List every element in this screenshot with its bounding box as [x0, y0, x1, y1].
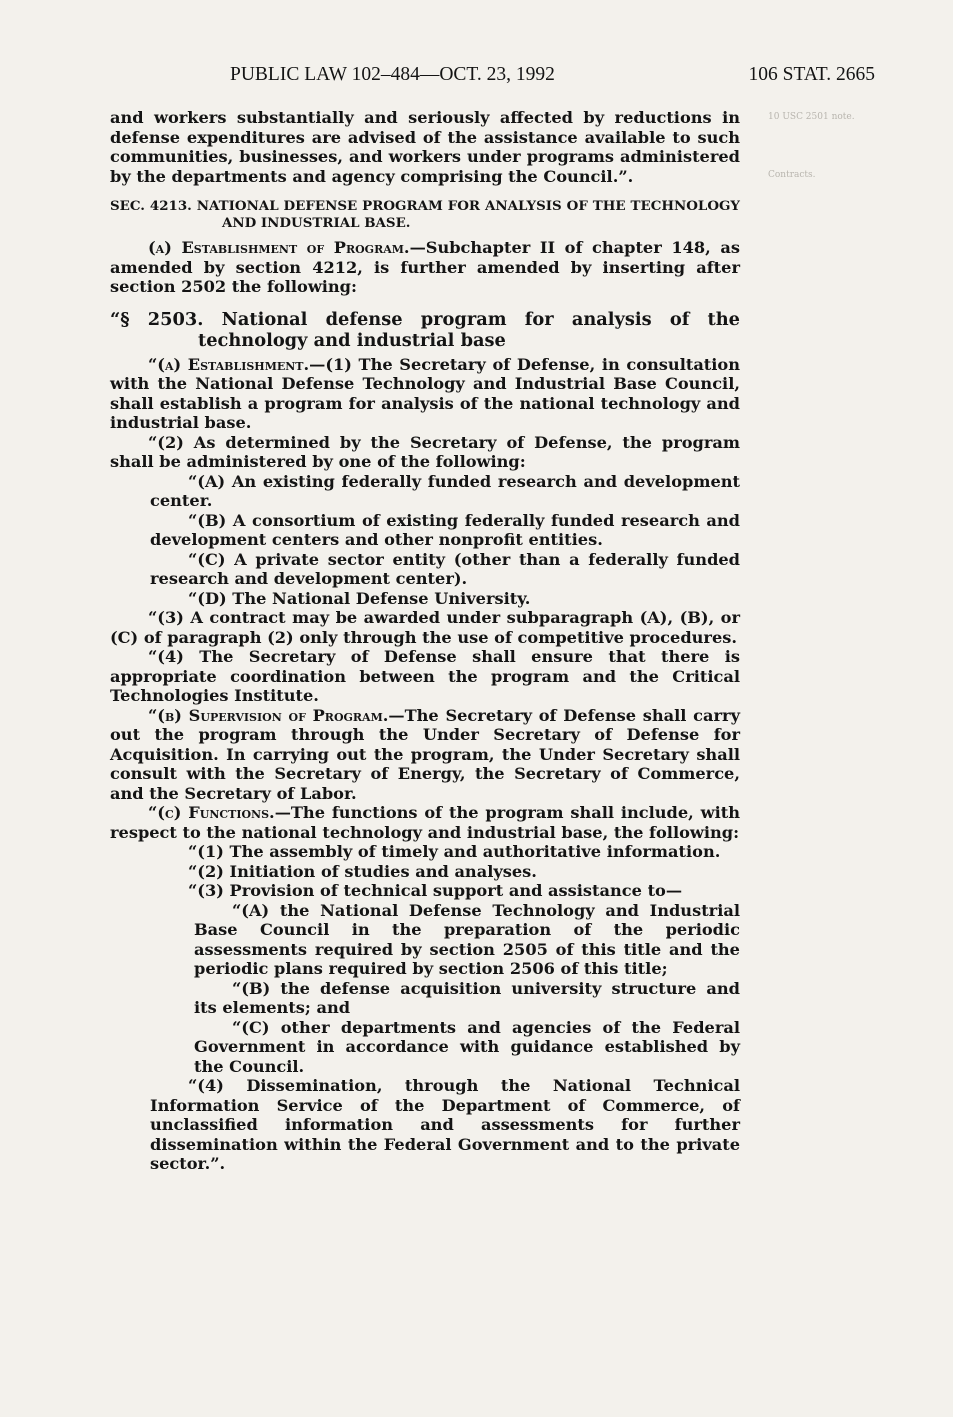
paragraph: “(C) A private sector entity (other than a federally funded research and development center). [150, 549, 740, 588]
paragraph: “(4) Dissemination, through the National Technical Information Service of the Department of Commerce, of unclassified information and assessments for further dissemination within the Federal Government and to the private sector.”. [150, 1076, 740, 1173]
paragraph: “(D) The National Defense University. [188, 588, 531, 608]
paragraph: “(2) Initiation of studies and analyses. [188, 861, 537, 881]
page-header [110, 64, 875, 88]
running-head: PUBLIC LAW 102–484—OCT. 23, 1992 [230, 64, 555, 85]
paragraph [110, 355, 740, 433]
paragraph: and workers substantially and seriously affected by reductions in defense expenditures are advised of the assistance available to such communities, businesses, and workers under programs administered by the departments and agency comprising the Council.”. [110, 108, 740, 186]
paragraph-text: —The functions of the program shall include, with respect to the national technology and industrial base, the following: [110, 803, 740, 842]
margin-notes [768, 110, 888, 226]
paragraph: “(C) other departments and agencies of the Federal Government in accordance with guidance established by the Council. [194, 1017, 740, 1076]
paragraph-caption: “(c) Functions. [148, 803, 275, 822]
paragraph: “(A) An existing federally funded research and development center. [150, 471, 740, 510]
paragraph-text: —The Secretary of Defense shall carry out the program through the Under Secretary of Defense for Acquisition. In carrying out the program, the Under Secretary shall consult with the Secretary of Energy, the Secretary of Commerce, and the Secretary of Labor. [110, 705, 740, 803]
margin-note: Contracts. [768, 170, 816, 180]
paragraph: “(3) A contract may be awarded under subparagraph (A), (B), or (C) of paragraph (2) only through the use of competitive procedures. [110, 608, 740, 647]
paragraph [110, 238, 740, 297]
section-heading: SEC. 4213. NATIONAL DEFENSE PROGRAM FOR ANALYSIS OF THE TECHNOLOGY AND INDUSTRIAL BASE. [110, 198, 740, 231]
paragraph: “(2) As determined by the Secretary of Defense, the program shall be administered by one of the following: [110, 432, 740, 471]
paragraph: “(3) Provision of technical support and assistance to— [188, 881, 683, 900]
paragraph-caption: (a) Establishment of Program. [148, 238, 410, 257]
paragraph: “(B) A consortium of existing federally funded research and development centers and other nonprofit entities. [150, 510, 740, 549]
paragraph [110, 803, 740, 842]
statute-page-number: 106 STAT. 2665 [748, 64, 875, 85]
paragraph-text: —(1) The Secretary of Defense, in consultation with the National Defense Technology and Industrial Base Council, shall establish a program for analysis of the national technology and industrial base. [110, 354, 740, 432]
paragraph: “(4) The Secretary of Defense shall ensure that there is appropriate coordination between the program and the Critical Technologies Institute. [110, 647, 740, 705]
paragraph-caption: “(a) Establishment. [148, 354, 310, 374]
paragraph-caption: “(b) Supervision of Program. [148, 705, 389, 725]
margin-note: 10 USC 2501 note. [768, 112, 855, 122]
paragraph: “(B) the defense acquisition university structure and its elements; and [194, 978, 740, 1017]
paragraph-text: —Subchapter II of chapter 148, as amended by section 4212, is further amended by inserting after section 2502 the following: [110, 238, 740, 296]
paragraph: “(1) The assembly of timely and authoritative information. [188, 842, 721, 861]
paragraph [110, 706, 740, 804]
paragraph: “(A) the National Defense Technology and Industrial Base Council in the preparation of the periodic assessments required by section 2505 of this title and the periodic plans required by section 2506 of this title; [194, 900, 740, 978]
body-text [110, 108, 740, 1174]
subsection-heading: “§ 2503. National defense program for analysis of the technology and industrial base [110, 308, 740, 351]
